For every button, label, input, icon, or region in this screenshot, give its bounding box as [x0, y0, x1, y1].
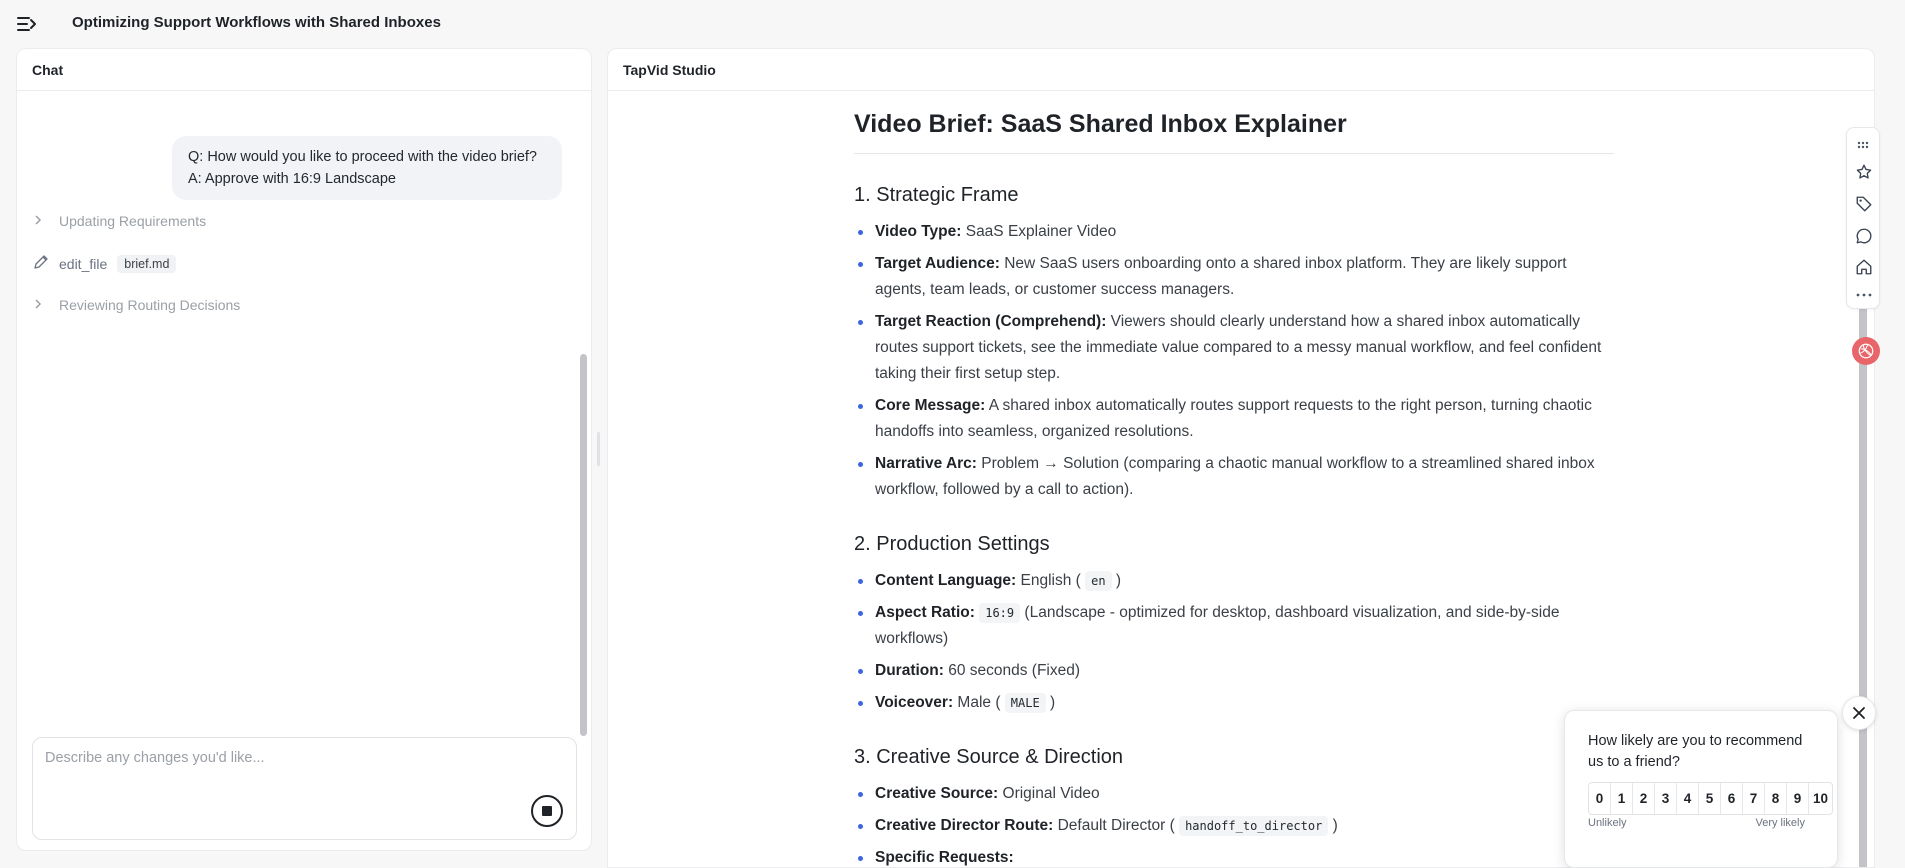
- production-settings-list: [854, 568, 1614, 716]
- chevron-right-icon: [33, 298, 49, 312]
- comment-icon[interactable]: [1854, 226, 1874, 246]
- list-item: Target Audience: New SaaS users onboarding onto a shared inbox platform. They are likely support agents, team leads, or customer success managers.: [854, 251, 1614, 303]
- side-toolbar: [1846, 127, 1880, 309]
- nps-option[interactable]: 5: [1699, 783, 1721, 814]
- nps-option[interactable]: 10: [1812, 791, 1829, 806]
- bubble-question: Q: How would you like to proceed with the video brief?: [188, 149, 537, 165]
- more-icon[interactable]: [1854, 285, 1874, 305]
- survey-question: How likely are you to recommend us to a friend?: [1588, 733, 1803, 770]
- top-bar: [0, 0, 1905, 48]
- nps-option[interactable]: 3: [1655, 783, 1677, 814]
- stop-icon: [542, 806, 552, 816]
- tool-name: edit_file: [59, 255, 108, 272]
- brief-document: [854, 92, 1614, 868]
- file-chip[interactable]: brief.md: [117, 255, 176, 273]
- nps-scale: [1588, 782, 1833, 815]
- chat-bubble: [172, 136, 562, 200]
- chat-input[interactable]: [33, 738, 576, 798]
- section-heading: 1. Strategic Frame: [854, 184, 1019, 206]
- document-title: Video Brief: SaaS Shared Inbox Explainer: [854, 110, 1614, 154]
- stop-button[interactable]: [531, 795, 563, 827]
- list-item: Content Language: English ( en ): [854, 568, 1614, 594]
- list-item: Voiceover: Male ( MALE ): [854, 690, 1614, 716]
- strategic-frame-list: [854, 219, 1614, 503]
- chevron-right-icon: [33, 214, 49, 228]
- section-heading: 2. Production Settings: [854, 533, 1050, 555]
- inline-code: handoff_to_director: [1179, 816, 1328, 836]
- nps-option[interactable]: 6: [1721, 783, 1743, 814]
- tag-icon[interactable]: [1854, 194, 1874, 214]
- nps-survey: [1564, 710, 1838, 868]
- inline-code: en: [1085, 571, 1111, 591]
- chat-scrollbar[interactable]: [580, 354, 587, 736]
- list-item: Specific Requests:: [854, 845, 1614, 868]
- studio-panel-title: TapVid Studio: [608, 49, 1874, 91]
- pencil-icon: [33, 254, 49, 273]
- nps-option[interactable]: 4: [1677, 783, 1699, 814]
- panel-resize-handle[interactable]: [597, 432, 600, 466]
- nps-option[interactable]: 9: [1787, 783, 1809, 814]
- list-item: Target Reaction (Comprehend): Viewers should clearly understand how a shared inbox automatically routes support tickets, see the immediate value compared to a messy manual workflow, and feel confident taking their first setup step.: [854, 309, 1614, 387]
- avatar[interactable]: [1852, 337, 1880, 365]
- sidebar-toggle-icon[interactable]: [16, 13, 38, 35]
- nps-option[interactable]: 7: [1743, 783, 1765, 814]
- home-icon[interactable]: [1854, 257, 1874, 277]
- list-item: Creative Director Route: Default Director ( handoff_to_director ): [854, 813, 1614, 839]
- inline-code: 16:9: [979, 603, 1020, 623]
- nps-option[interactable]: 0: [1589, 783, 1611, 814]
- survey-high-label: Very likely: [1755, 817, 1805, 829]
- list-item: Core Message: A shared inbox automatically routes support requests to the right person, turning chaotic handoffs into seamless, organized resolutions.: [854, 393, 1614, 445]
- close-survey-button[interactable]: [1842, 696, 1876, 730]
- chat-panel-title: Chat: [17, 49, 591, 91]
- nps-option[interactable]: 2: [1633, 783, 1655, 814]
- step-reviewing-routing[interactable]: [33, 297, 240, 313]
- chat-input-box: [32, 737, 577, 840]
- drag-handle-icon[interactable]: [1854, 135, 1874, 155]
- bubble-answer: A: Approve with 16:9 Landscape: [188, 171, 396, 187]
- list-item: Duration: 60 seconds (Fixed): [854, 658, 1614, 684]
- list-item: Video Type: SaaS Explainer Video: [854, 219, 1614, 245]
- list-item: Narrative Arc: Problem → Solution (comparing a chaotic manual workflow to a streamlined shared inbox workflow, followed by a call to action).: [854, 451, 1614, 503]
- chat-messages: [17, 92, 591, 777]
- tool-call-row: [33, 254, 176, 273]
- nps-option[interactable]: 8: [1765, 783, 1787, 814]
- list-item: Aspect Ratio: 16:9 (Landscape - optimized for desktop, dashboard visualization, and side-by-side workflows): [854, 600, 1614, 652]
- list-item: Creative Source: Original Video: [854, 781, 1614, 807]
- page-title: Optimizing Support Workflows with Shared Inboxes: [72, 14, 441, 31]
- creative-source-list: [854, 781, 1614, 868]
- close-icon: [1852, 706, 1866, 720]
- step-label: Updating Requirements: [59, 213, 207, 229]
- step-updating-requirements[interactable]: [33, 213, 206, 229]
- nps-option[interactable]: 1: [1611, 783, 1633, 814]
- survey-low-label: Unlikely: [1588, 817, 1627, 829]
- inline-code: MALE: [1005, 693, 1046, 713]
- step-label: Reviewing Routing Decisions: [59, 297, 241, 313]
- star-icon[interactable]: [1854, 162, 1874, 182]
- section-heading: 3. Creative Source & Direction: [854, 746, 1124, 768]
- chat-panel: [16, 48, 592, 851]
